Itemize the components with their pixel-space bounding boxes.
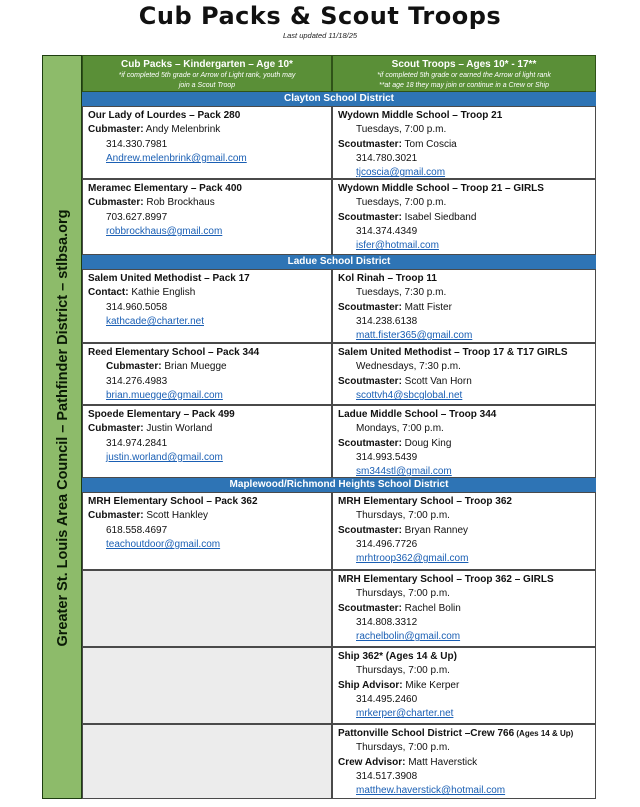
unit-name: MRH Elementary School – Pack 362 [88,496,258,507]
district-clayton: Clayton School District [82,92,596,106]
district-ladue: Ladue School District [82,255,596,269]
email-link[interactable]: robbrockhaus@gmail.com [106,225,223,237]
scout-troops-header-note: *if completed 5th grade or earned the Arrow of light rank [377,72,551,79]
email-link[interactable]: justin.worland@gmail.com [106,451,223,463]
troop-cell [332,492,596,570]
cub-packs-header [82,55,332,92]
email-link[interactable]: matthew.haverstick@hotmail.com [356,785,506,797]
unit-name: Salem United Methodist – Pack 17 [88,273,250,284]
unit-name: Wydown Middle School – Troop 21 – GIRLS [338,183,544,194]
phone: 314.974.2841 [106,437,168,449]
empty-cell [82,724,332,799]
meeting-time: Thursdays, 7:00 p.m. [356,665,450,677]
pack-cell [82,179,332,255]
last-updated: Last updated 11/18/25 [282,31,358,40]
pack-cell [82,269,332,343]
troop-cell [332,343,596,405]
troop-cell [332,106,596,179]
email-link[interactable]: mrkerper@charter.net [356,708,454,720]
meeting-time: Thursdays, 7:00 p.m. [356,742,450,754]
role-label: Cubmaster: [106,361,162,373]
unit-name: Our Lady of Lourdes – Pack 280 [88,110,241,121]
email-link[interactable]: scottvh4@sbcglobal.net [356,389,463,401]
unit-name: Wydown Middle School – Troop 21 [338,110,503,121]
sidebar-banner [42,55,82,799]
crew-cell [332,724,596,799]
phone: 314.374.4349 [356,225,418,237]
role-label: Scoutmaster: [338,138,402,150]
page-title: Cub Packs & Scout Troops [138,2,502,30]
leader-name: Doug King [401,437,452,449]
cub-packs-header-note: join a Scout Troop [178,81,236,89]
troop-cell [332,570,596,647]
leader-name: Mike Kerper [402,679,460,691]
role-label: Crew Advisor: [338,756,406,768]
email-link[interactable]: sm344stl@gmail.com [356,466,452,478]
leader-name: Tom Coscia [401,138,457,150]
meeting-time: Tuesdays, 7:30 p.m. [356,287,447,299]
phone: 314.517.3908 [356,770,418,782]
leader-name: Isabel Siedband [401,211,477,223]
phone: 314.780.3021 [356,152,418,164]
email-link[interactable]: tjcoscia@gmail.com [356,167,446,179]
pack-cell [82,106,332,179]
leader-name: Matt Haverstick [405,756,478,768]
unit-name: Meramec Elementary – Pack 400 [88,183,242,194]
role-label: Scoutmaster: [338,375,402,387]
pack-cell [82,405,332,478]
role-label: Cubmaster: [88,124,144,136]
meeting-time: Thursdays, 7:00 p.m. [356,510,450,522]
unit-name: MRH Elementary School – Troop 362 – GIRLS [338,574,554,585]
email-link[interactable]: Andrew.melenbrink@gmail.com [106,152,247,164]
leader-name: Bryan Ranney [401,524,469,536]
role-label: Scoutmaster: [338,602,402,614]
leader-name: Scott Hankley [143,510,209,522]
scout-troops-header-note: **at age 18 they may join or continue in a Crew or Ship [378,81,550,89]
meeting-time: Tuesdays, 7:00 p.m. [356,197,447,209]
meeting-time: Tuesdays, 7:00 p.m. [356,124,447,136]
phone: 314.276.4983 [106,375,168,387]
cub-packs-header-note: *if completed 5th grade or Arrow of Light rank, youth may [118,72,296,79]
leader-name: Scott Van Horn [401,375,472,387]
phone: 314.993.5439 [356,451,418,463]
scout-troops-header-title: Scout Troops – Ages 10* - 17** [391,59,537,70]
unit-age-note: (Ages 14 & Up) [514,729,574,738]
unit-name: Ladue Middle School – Troop 344 [338,409,497,420]
unit-name: MRH Elementary School – Troop 362 [338,496,512,507]
unit-name: Ship 362* (Ages 14 & Up) [338,651,457,662]
phone: 314.496.7726 [356,538,418,550]
scout-troops-header [332,55,596,92]
unit-name: Pattonville School District –Crew 766 [338,728,515,739]
phone: 314.808.3312 [356,616,418,628]
role-label: Cubmaster: [88,510,144,522]
email-link[interactable]: matt.fister365@gmail.com [356,330,473,342]
pack-cell [82,343,332,405]
phone: 618.558.4697 [106,524,168,536]
leader-name: Rachel Bolin [401,602,461,614]
troop-cell [332,405,596,478]
troop-cell [332,269,596,343]
role-label: Contact: [88,287,129,299]
role-label: Cubmaster: [88,197,144,209]
leader-name: Rob Brockhaus [143,197,215,209]
unit-name: Salem United Methodist – Troop 17 & T17 GIRLS [338,347,568,358]
meeting-time: Wednesdays, 7:30 p.m. [356,361,461,373]
empty-cell [82,647,332,724]
pack-cell [82,492,332,570]
unit-name: Kol Rinah – Troop 11 [338,273,437,284]
leader-name: Andy Melenbrink [143,124,221,136]
role-label: Scoutmaster: [338,524,402,536]
leader-name: Justin Worland [143,423,213,435]
meeting-time: Mondays, 7:00 p.m. [356,423,444,435]
unit-name: Spoede Elementary – Pack 499 [88,409,235,420]
district-maplewood: Maplewood/Richmond Heights School District [82,478,596,492]
role-label: Scoutmaster: [338,301,402,313]
unit-name: Reed Elementary School – Pack 344 [88,347,260,358]
empty-cell [82,570,332,647]
troop-cell [332,179,596,255]
email-link[interactable]: teachoutdoor@gmail.com [106,538,221,550]
sidebar-text: Greater St. Louis Area Council – Pathfinder District – stlbsa.org [55,209,71,647]
leader-name: Matt Fister [401,301,452,313]
email-link[interactable]: rachelbolin@gmail.com [356,631,461,643]
phone: 703.627.8997 [106,211,168,223]
phone: 314.330.7981 [106,138,168,150]
email-link[interactable]: isfer@hotmail.com [356,240,439,252]
phone: 314.238.6138 [356,315,418,327]
role-label: Scoutmaster: [338,211,402,223]
email-link[interactable]: kathcade@charter.net [106,315,204,327]
ship-cell [332,647,596,724]
cub-packs-header-title: Cub Packs – Kindergarten – Age 10* [121,59,293,70]
role-label: Cubmaster: [88,423,144,435]
role-label: Ship Advisor: [338,679,403,691]
email-link[interactable]: mrhtroop362@gmail.com [356,553,469,565]
phone: 314.495.2460 [356,693,418,705]
leader-name: Kathie English [128,287,196,299]
phone: 314.960.5058 [106,301,168,313]
meeting-time: Thursdays, 7:00 p.m. [356,588,450,600]
leader-name: Brian Muegge [161,361,227,373]
email-link[interactable]: brian.muegge@gmail.com [106,389,223,401]
role-label: Scoutmaster: [338,437,402,449]
